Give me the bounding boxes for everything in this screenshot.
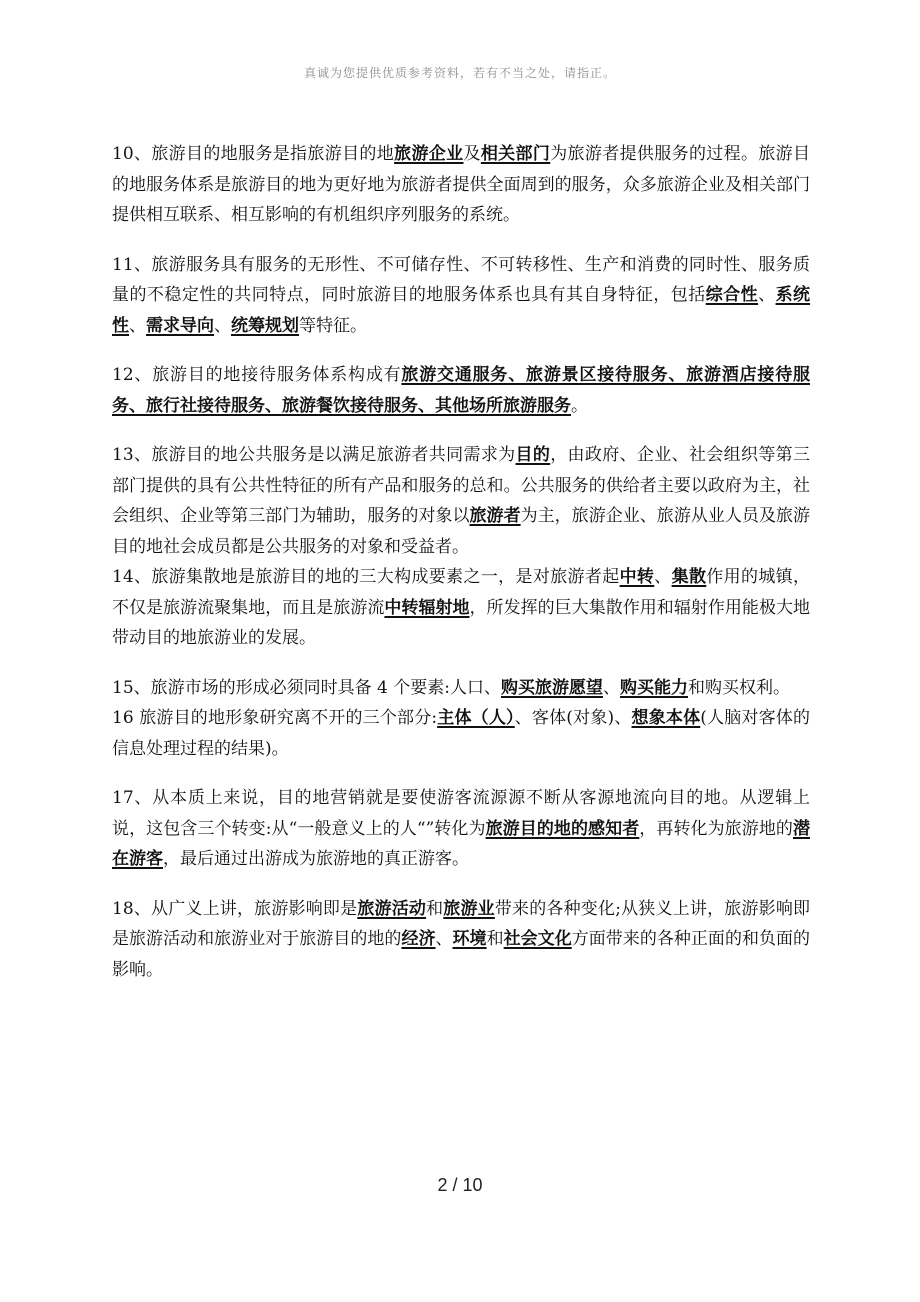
- key-term: 购买旅游愿望: [500, 677, 603, 698]
- key-term: 环境: [452, 929, 487, 949]
- paragraph-text: 和购买权利。: [687, 677, 790, 698]
- key-term: 主体（人）: [437, 708, 515, 728]
- paragraph-12: [112, 360, 810, 421]
- key-term: 旅游交通服务、旅游景区接待服务、旅游酒店接待服务、旅行社接待服务、旅游餐饮接待服务、其他场所旅游服务: [112, 365, 810, 416]
- paragraph-text: 14、旅游集散地是旅游目的地的三大构成要素之一，是对旅游者起: [112, 567, 620, 587]
- key-term: 需求导向: [146, 315, 214, 336]
- paragraph-text: 、: [758, 285, 776, 305]
- paragraph-text: 和: [486, 929, 504, 949]
- key-term: 相关部门: [480, 144, 551, 164]
- paragraph-text: ，最后通过出游成为旅游地的真正游客。: [163, 849, 469, 869]
- paragraph-text: 及: [463, 144, 481, 164]
- key-term: 潜在游客: [112, 818, 810, 869]
- paragraph-13: [112, 440, 810, 562]
- paragraph-text: 17、从本质上来说，目的地营销就是要使游客流源源不断从客源地流向目的地。从逻辑上说，这包含三个转变:从“一般意义上的人“”转化为: [112, 788, 810, 839]
- key-term: 想象本体: [631, 708, 701, 728]
- key-term: 中转: [619, 567, 655, 587]
- paragraph-text: 为主，旅游企业、旅游从业人员及旅游目的地社会成员都是公共服务的对象和受益者。: [112, 506, 811, 557]
- paragraph-text: 16 旅游目的地形象研究离不开的三个部分:: [112, 708, 438, 728]
- key-term: 旅游活动: [357, 898, 427, 919]
- paragraph-text: 13、旅游目的地公共服务是以满足旅游者共同需求为: [112, 445, 516, 465]
- key-term: 旅游目的地的感知者: [485, 818, 640, 839]
- paragraph-16: [112, 703, 810, 764]
- paragraph-14: [112, 562, 810, 654]
- paragraph-text: 作用的城镇，不仅是旅游流聚集地，而且是旅游流: [112, 567, 811, 618]
- key-term: 统筹规划: [231, 315, 299, 336]
- paragraph-text: 为旅游者提供服务的过程。旅游目的地服务体系是旅游目的地为更好地为旅游者提供全面周到的服务，众多旅游企业及相关部门提供相互联系、相互影响的有机组织序列服务的系统。: [112, 144, 811, 225]
- paragraph-text: ，再转化为旅游地的: [639, 818, 793, 839]
- key-term: 社会文化: [503, 929, 572, 949]
- paragraph-text: 、: [602, 677, 620, 698]
- paragraph-text: ，所发挥的巨大集散作用和辐射作用能极大地带动目的地旅游业的发展。: [112, 597, 811, 648]
- paragraph-text: 12、旅游目的地接待服务体系构成有: [112, 365, 402, 385]
- paragraph-text: 方面带来的各种正面的和负面的影响。: [112, 929, 811, 980]
- key-term: 购买能力: [619, 677, 688, 698]
- key-term: 系统性: [112, 285, 811, 336]
- key-term: 集散: [671, 567, 707, 587]
- paragraph-10: [112, 139, 810, 231]
- paragraph-text: 、: [214, 315, 231, 336]
- paragraph-text: 18、从广义上讲，旅游影响即是: [112, 898, 358, 919]
- key-term: 旅游业: [443, 898, 495, 919]
- paragraph-15: [112, 673, 810, 704]
- paragraph-text: 10、旅游目的地服务是指旅游目的地: [112, 144, 395, 164]
- paragraph-text: 15、旅游市场的形成必须同时具备 4 个要素:人口、: [112, 677, 501, 698]
- paragraph-text: 11、旅游服务具有服务的无形性、不可储存性、不可转移性、生产和消费的同时性、服务质量的不稳定性的共同特点，同时旅游目的地服务体系也具有其自身特征，包括: [112, 254, 810, 305]
- key-term: 经济: [401, 929, 436, 949]
- paragraph-18: [112, 894, 810, 986]
- page-header-disclaimer: 真诚为您提供优质参考资料，若有不当之处，请指正。: [303, 66, 616, 80]
- paragraph-17: [112, 783, 810, 875]
- key-term: 中转辐射地: [384, 597, 470, 618]
- key-term: 目的: [515, 445, 551, 465]
- paragraph-text: 和: [426, 898, 444, 919]
- paragraph-text: 等特征。: [299, 315, 367, 336]
- paragraph-text: 、: [129, 315, 146, 336]
- paragraph-11: [112, 250, 810, 342]
- key-term: 旅游企业: [394, 144, 464, 164]
- paragraph-text: 、: [435, 929, 453, 949]
- paragraph-text: ，由政府、企业、社会组织等第三部门提供的具有公共性特征的所有产品和服务的总和。公共服务的供给者主要以政府为主，社会组织、企业等第三部门为辅助，服务的对象以: [112, 445, 810, 526]
- paragraph-text: 、客体(对象)、: [514, 708, 632, 728]
- key-term: 综合性: [705, 285, 759, 305]
- page-number: 2 / 10: [437, 1175, 483, 1195]
- key-term: 旅游者: [469, 506, 521, 526]
- paragraph-text: 、: [654, 567, 672, 587]
- paragraph-text: 。: [571, 395, 588, 416]
- paragraph-text: 带来的各种变化;从狭义上讲，旅游影响即是旅游活动和旅游业对于旅游目的地的: [112, 898, 811, 949]
- paragraph-text: (人脑对客体的信息处理过程的结果)。: [112, 708, 811, 759]
- document-body: [112, 139, 810, 1004]
